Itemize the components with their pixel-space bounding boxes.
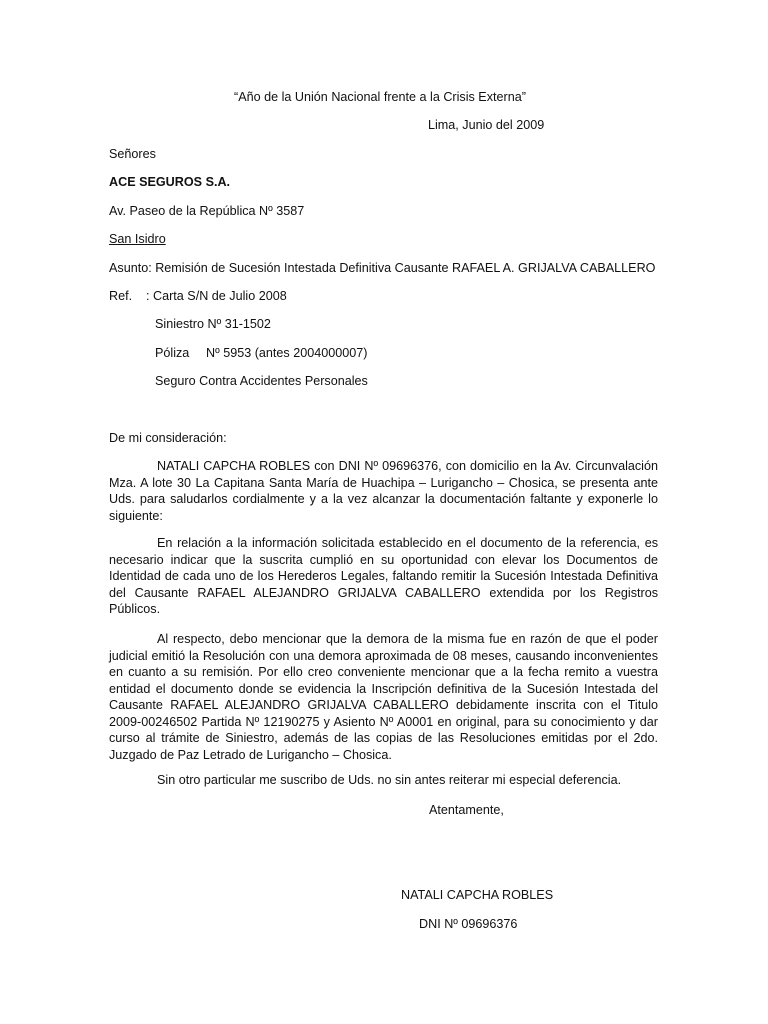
salutation-line: Señores <box>109 147 156 161</box>
recipient-district: San Isidro <box>109 232 166 246</box>
reference-policy-label: Póliza <box>155 346 190 360</box>
farewell: Atentamente, <box>429 803 504 817</box>
reference-label: Ref. <box>109 289 133 303</box>
body-paragraph-4 <box>109 772 658 789</box>
body-paragraph-3 <box>109 631 658 763</box>
reference-policy-value: Nº 5953 (antes 2004000007) <box>206 346 368 360</box>
reference-insurance: Seguro Contra Accidentes Personales <box>155 374 368 388</box>
signer-name: NATALI CAPCHA ROBLES <box>401 888 554 902</box>
recipient-company: ACE SEGUROS S.A. <box>109 175 231 189</box>
paragraph-text: En relación a la información solicitada establecido en el documento de la referencia, es necesario indicar que la suscrita cumplió en su oportunidad con elevar los Documentos de Identidad de cada uno de los Herederos Legales, faltando remitir la Sucesión Intestada Definitiva del Causante RAFAEL ALEJANDRO GRIJALVA CABALLERO extendida por los Registros Públicos. <box>109 536 658 616</box>
place-date: Lima, Junio del 2009 <box>428 118 545 132</box>
recipient-address: Av. Paseo de la República Nº 3587 <box>109 204 305 218</box>
motto-line: “Año de la Unión Nacional frente a la Crisis Externa” <box>234 90 526 104</box>
paragraph-text: Al respecto, debo mencionar que la demora de la misma fue en razón de que el poder judicial emitió la Resolución con una demora aproximada de 08 meses, causando inconvenientes en cuanto a su remisión. Por ello creo conveniente mencionar que a la fecha remito a vuestra entidad el documento donde se evidencia la Inscripción definitiva de la Sucesión Intestada del Causante RAFAEL ALEJANDRO GRIJALVA CABALLERO debidamente inscrita con el Titulo 2009-00246502 Partida Nº 12190275 y Asiento Nº A0001 en original, para su conocimiento y dar curso al trámite de Siniestro, además de las copias de las Resoluciones emitidas por el 2do. Juzgado de Paz Letrado de Lurigancho – Chosica. <box>109 632 658 762</box>
reference-claim: Siniestro Nº 31-1502 <box>155 317 271 331</box>
body-paragraph-2 <box>109 535 658 618</box>
greeting: De mi consideración: <box>109 431 227 445</box>
subject-line: Asunto: Remisión de Sucesión Intestada Definitiva Causante RAFAEL A. GRIJALVA CABALLERO <box>109 261 656 275</box>
paragraph-text: NATALI CAPCHA ROBLES con DNI Nº 09696376, con domicilio en la Av. Circunvalación Mza. A lote 30 La Capitana Santa María de Huachipa – Lurigancho – Chosica, se presenta ante Uds. para saludarlos cordialmente y a la vez alcanzar la documentación faltante y exponerle lo siguiente: <box>109 459 658 523</box>
body-paragraph-1 <box>109 458 658 524</box>
signer-id: DNI Nº 09696376 <box>419 917 518 931</box>
reference-letter: : Carta S/N de Julio 2008 <box>146 289 287 303</box>
paragraph-text: Sin otro particular me suscribo de Uds. no sin antes reiterar mi especial deferencia. <box>157 773 622 787</box>
